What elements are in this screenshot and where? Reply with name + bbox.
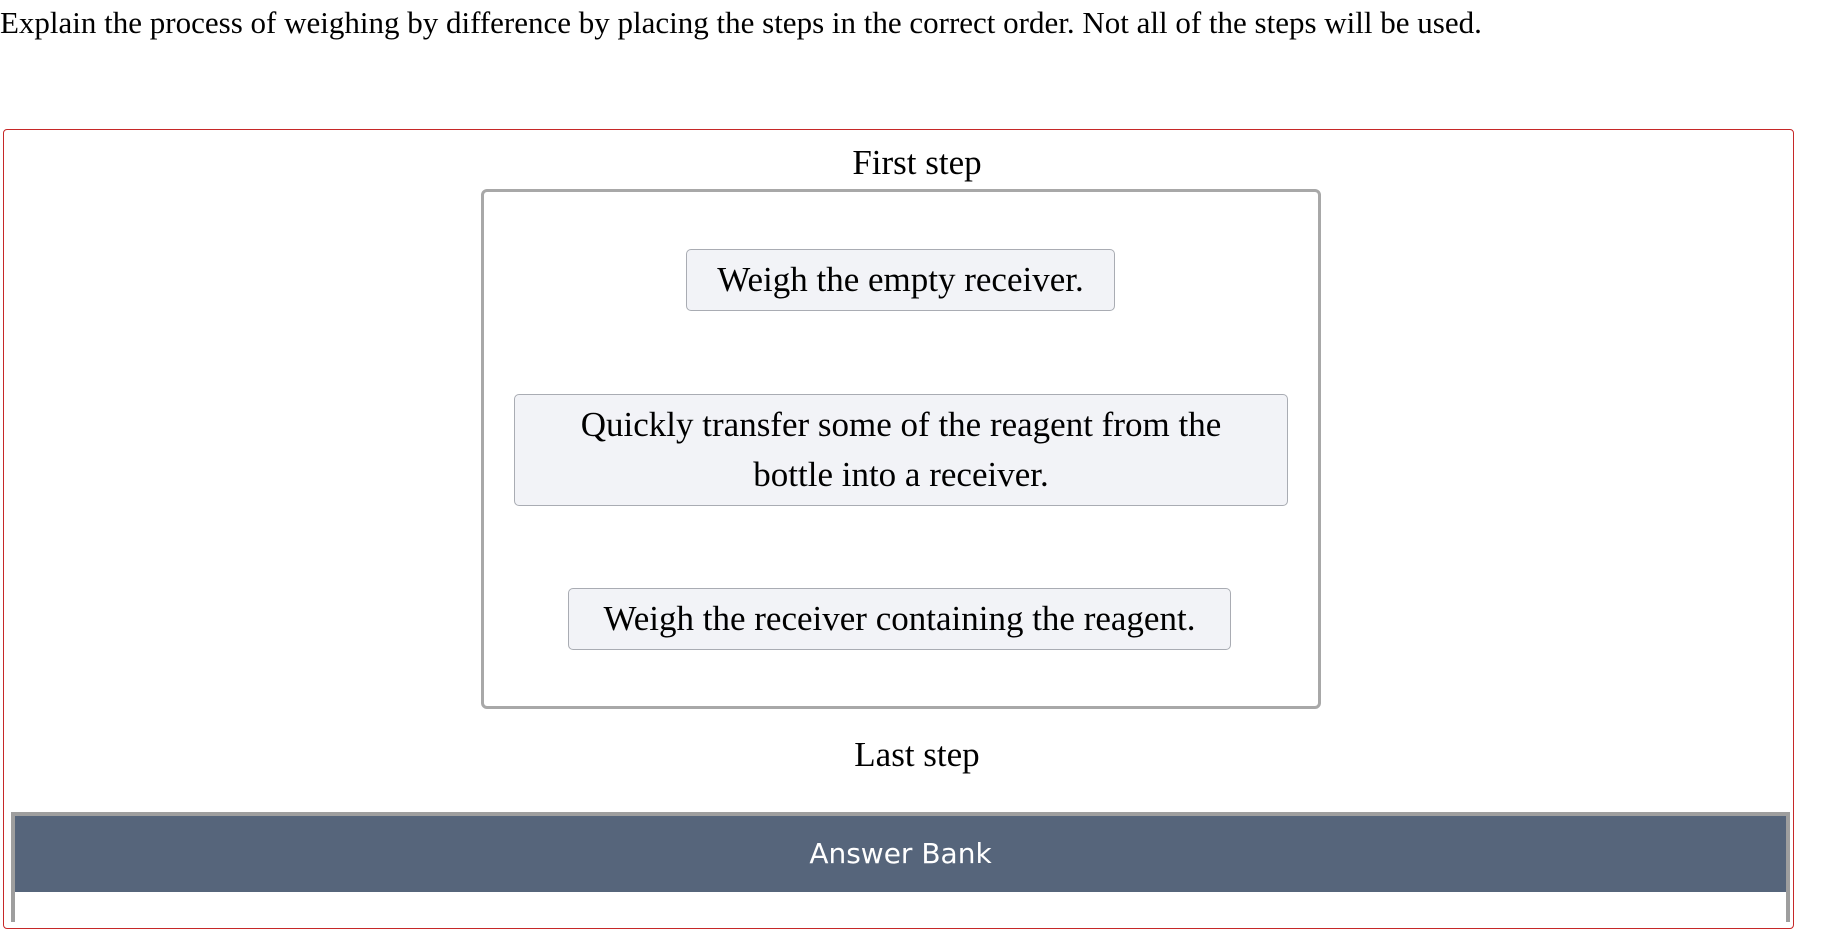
answer-bank[interactable] <box>11 812 1790 922</box>
answer-bank-title: Answer Bank <box>15 816 1786 892</box>
question-prompt: Explain the process of weighing by difference by placing the steps in the correct order. Not all of the steps will be used. <box>0 5 1482 40</box>
first-step-label: First step <box>852 143 982 182</box>
step-card-weigh-receiver-with-reagent[interactable]: Weigh the receiver containing the reagent. <box>568 588 1231 650</box>
last-step-label: Last step <box>854 735 980 774</box>
step-card-transfer-reagent[interactable]: Quickly transfer some of the reagent from the bottle into a receiver. <box>514 394 1288 506</box>
step-card-weigh-empty-receiver[interactable]: Weigh the empty receiver. <box>686 249 1115 311</box>
